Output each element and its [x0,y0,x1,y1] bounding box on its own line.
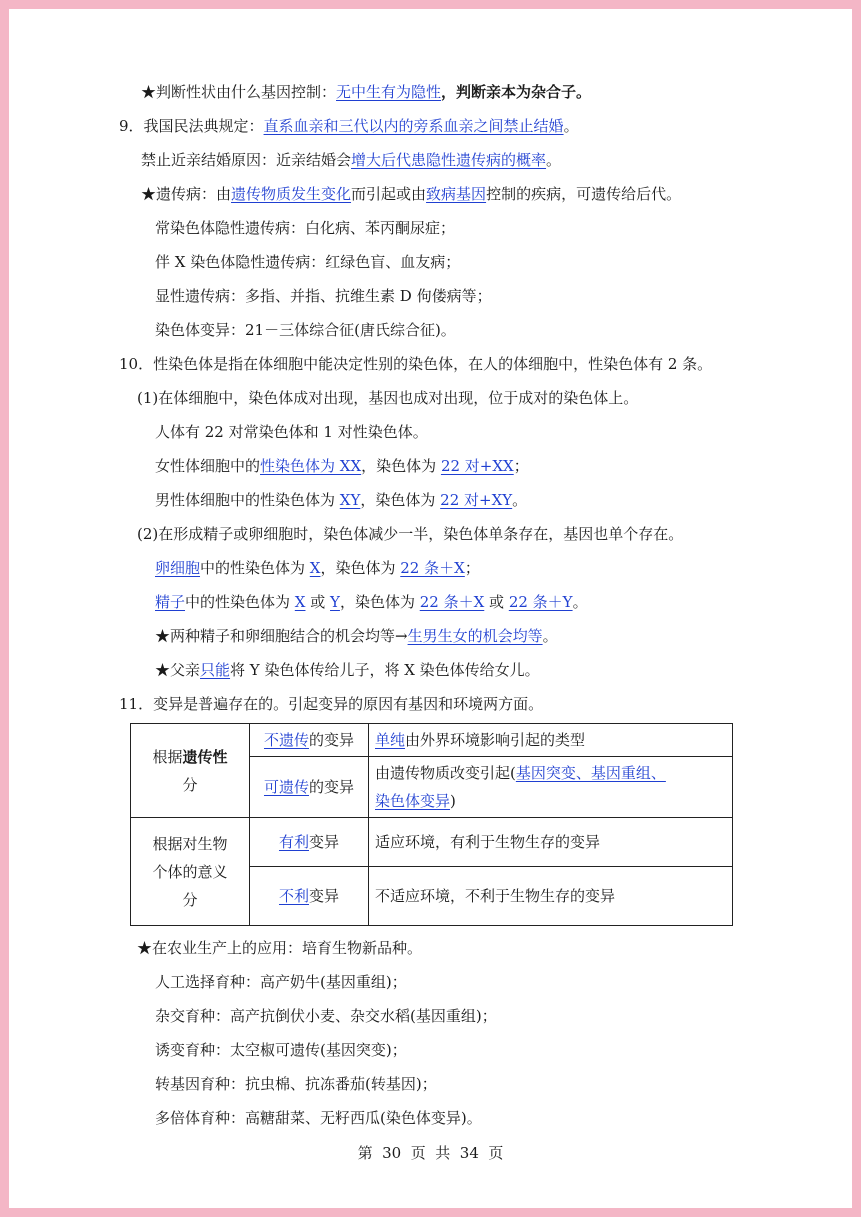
text: 中的性染色体为 [185,593,295,611]
line-17 [155,625,558,647]
answer: XY [339,491,361,509]
text: 个体的意义 [152,862,228,881]
type-cell [250,818,369,867]
text: 遗传性 [182,747,228,766]
answer: 遗传物质发生变化 [231,185,352,203]
text: 变异 [309,833,340,851]
text: ，染色体为 [360,491,441,509]
text: 女性体细胞中的 [155,457,261,475]
line-15 [155,557,480,579]
answer: X [309,559,321,577]
line-5: 常染色体隐性遗传病：白化病、苯丙酮尿症； [155,219,456,237]
text: 控制的疾病，可遗传给后代。 [486,185,682,203]
answer: 性染色体为 XX [260,457,362,475]
answer: 22 对+XY [440,491,513,509]
text: ★父亲 [155,661,201,679]
text: 或 [484,593,509,611]
text: 。 [542,627,558,645]
text: 根据对生物 [152,834,228,853]
answer: 增大后代患隐性遗传病的概率 [351,151,547,169]
line-8: 染色体变异：21－三体综合征(唐氏综合征)。 [155,321,456,339]
line-13 [155,489,527,511]
text: ； [464,559,480,577]
text: 。 [572,593,588,611]
document-page [9,9,852,1208]
answer: X [294,593,306,611]
variation-table [130,723,733,926]
answer: 卵细胞 [155,559,201,577]
answer: 不遗传 [263,731,309,749]
line-19: 11．变异是普遍存在的。引起变异的原因有基因和环境两方面。 [119,695,544,713]
line-11: 人体有 22 对常染色体和 1 对性染色体。 [155,423,428,441]
text: 将 Y 染色体传给儿子，将 X 染色体传给女儿。 [230,661,540,679]
table-row [131,818,733,867]
text: ) [450,792,456,810]
text: 。 [546,151,562,169]
line-3 [141,149,561,171]
line-9: 10．性染色体是指在体细胞中能决定性别的染色体，在人的体细胞中，性染色体有 2 条。 [119,355,713,373]
line-24: 转基因育种：抗虫棉、抗冻番茄(转基因)； [155,1075,437,1093]
line-14: (2)在形成精子或卵细胞时，染色体减少一半，染色体单条存在，基因也单个存在。 [137,525,684,543]
line-22: 杂交育种：高产抗倒伏小麦、杂交水稻(基因重组)； [155,1007,497,1025]
line-16 [155,591,588,613]
text: ★遗传病：由 [141,185,232,203]
page-number: 第 30 页 共 34 页 [357,1144,504,1162]
text: 9．我国民法典规定： [119,117,264,135]
line-25: 多倍体育种：高糖甜菜、无籽西瓜(染色体变异)。 [155,1109,482,1127]
answer: 22 条＋X [419,593,485,611]
text: ，染色体为 [320,559,401,577]
line-7: 显性遗传病：多指、并指、抗维生素 D 佝偻病等； [155,287,492,305]
line-2 [119,115,579,137]
desc-cell [369,867,733,926]
answer: 22 条＋X [400,559,465,577]
text: 适应环境，有利于生物生存的变异 [375,833,601,851]
answer: 基因突变、基因重组、 [515,764,666,782]
table-row [131,724,733,757]
text: ，染色体为 [361,457,441,475]
group-significance [131,818,250,926]
text: ★判断性状由什么基因控制： [141,83,337,101]
text: ； [513,457,529,475]
text: ★两种精子和卵细胞结合的机会均等→ [155,627,408,645]
desc-cell [369,724,733,757]
text: 根据 [152,747,183,766]
answer: 可遗传 [263,778,309,796]
text: 。 [512,491,528,509]
line-4 [141,183,681,205]
type-cell [250,757,369,818]
type-cell [250,724,369,757]
line-18 [155,659,540,681]
line-6: 伴 X 染色体隐性遗传病：红绿色盲、血友病； [155,253,461,271]
answer: 单纯 [375,731,406,749]
line-20: ★在农业生产上的应用：培育生物新品种。 [137,939,423,957]
text: 而引起或由 [351,185,427,203]
text: 或 [305,593,331,611]
answer: 22 条＋Y [508,593,573,611]
text: 分 [182,775,198,794]
answer: 只能 [200,661,231,679]
text: 由遗传物质改变引起( [375,764,516,782]
answer: 精子 [155,593,186,611]
line-1 [141,81,591,103]
answer: Y [330,593,340,611]
answer: 染色体变异 [375,792,451,810]
desc-cell [369,757,733,818]
text: 不适应环境，不利于生物生存的变异 [375,887,616,905]
desc-cell [369,818,733,867]
line-10: (1)在体细胞中，染色体成对出现，基因也成对出现，位于成对的染色体上。 [137,389,639,407]
answer: 生男生女的机会均等 [407,627,543,645]
text: 男性体细胞中的性染色体为 [155,491,340,509]
text: 分 [182,890,198,909]
text: 禁止近亲结婚原因：近亲结婚会 [141,151,352,169]
line-21: 人工选择育种：高产奶牛(基因重组)； [155,973,407,991]
line-23: 诱变育种：太空椒可遗传(基因突变)； [155,1041,407,1059]
text: 的变异 [309,731,355,749]
type-cell [250,867,369,926]
answer: 22 对+XX [440,457,514,475]
answer: 无中生有为隐性 [336,83,442,101]
text: 的变异 [309,778,355,796]
group-heritability [131,724,250,818]
text: 。 [563,117,579,135]
text: 由外界环境影响引起的类型 [405,731,586,749]
line-12 [155,455,529,477]
text: 中的性染色体为 [200,559,310,577]
answer: 直系血亲和三代以内的旁系血亲之间禁止结婚 [263,117,564,135]
text: 变异 [309,887,340,905]
text: ，判断亲本为杂合子。 [441,83,592,101]
answer: 有利 [278,833,309,851]
text: ，染色体为 [339,593,420,611]
answer: 不利 [278,887,309,905]
answer: 致病基因 [426,185,487,203]
